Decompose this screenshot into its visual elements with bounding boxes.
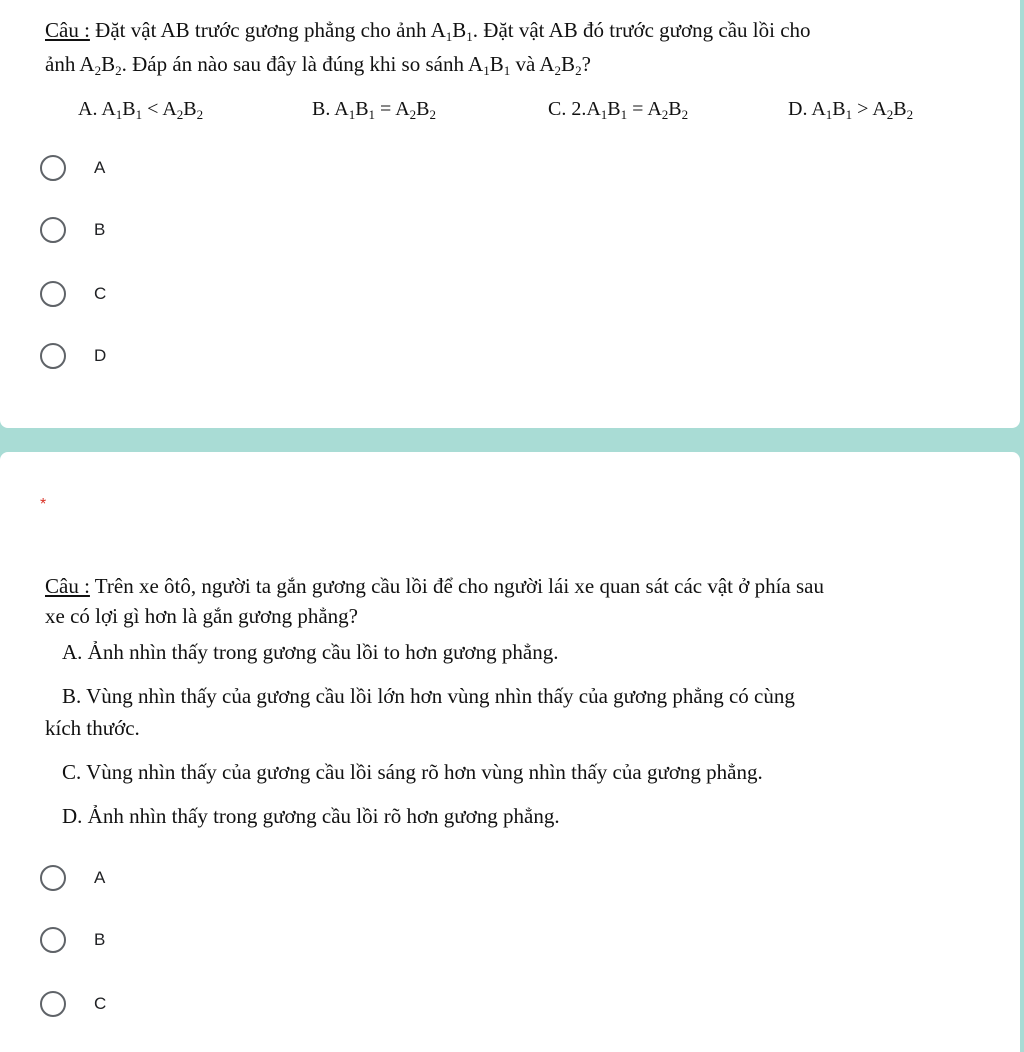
question-2-option-c: C. Vùng nhìn thấy của gương cầu lồi sáng rõ hơn vùng nhìn thấy của gương phẳng. <box>62 760 763 784</box>
question-1-text-line-2 <box>45 52 591 83</box>
text-segment: Đặt vật AB trước gương phẳng cho ảnh A <box>89 18 446 42</box>
question-1-option-d <box>788 98 913 123</box>
subscript: 1 <box>845 107 853 122</box>
question-1-option-b <box>312 98 436 123</box>
question-1-option-c <box>548 98 688 123</box>
required-asterisk: * <box>40 496 47 513</box>
text-segment: B <box>416 98 430 120</box>
subscript: 1 <box>348 107 356 122</box>
subscript: 2 <box>661 107 669 122</box>
question-card-2 <box>0 452 1020 1052</box>
radio-button[interactable] <box>40 281 66 307</box>
subscript: 1 <box>600 107 608 122</box>
radio-button[interactable] <box>40 217 66 243</box>
text-segment: B <box>452 18 467 42</box>
text-segment: < A <box>142 98 177 120</box>
text-segment: . Đặt vật AB đó trước gương cầu lồi cho <box>472 18 811 42</box>
q1-choice-a[interactable] <box>40 152 105 184</box>
question-1-text-line-1 <box>45 18 811 49</box>
subscript: 1 <box>135 107 143 122</box>
question-2-prefix: Câu : <box>45 574 90 598</box>
subscript: 2 <box>681 107 689 122</box>
choice-label: C <box>94 994 107 1013</box>
text-segment: = A <box>375 98 410 120</box>
text-segment: B. A <box>312 98 349 120</box>
subscript: 2 <box>409 107 417 122</box>
subscript: 2 <box>196 107 204 122</box>
question-2-option-b-line-2: kích thước. <box>45 716 140 740</box>
text-segment: . Đáp án nào sau đây là đúng khi so sánh A <box>121 52 484 76</box>
subscript: 2 <box>554 63 562 78</box>
subscript: 1 <box>503 63 511 78</box>
subscript: 1 <box>466 29 473 44</box>
subscript: 1 <box>115 107 123 122</box>
q1-choice-c[interactable] <box>40 278 106 310</box>
text-segment: B <box>183 98 197 120</box>
text-segment: C. 2.A <box>548 98 601 120</box>
question-card-1 <box>0 0 1020 428</box>
text-segment: ? <box>581 52 591 76</box>
text-segment: B <box>832 98 846 120</box>
text-segment: B <box>489 52 504 76</box>
subscript: 2 <box>886 107 894 122</box>
text-segment: B <box>668 98 682 120</box>
q2-choice-c[interactable] <box>40 988 106 1020</box>
subscript: 1 <box>825 107 833 122</box>
subscript: 2 <box>429 107 436 122</box>
radio-button[interactable] <box>40 927 66 953</box>
subscript: 2 <box>906 107 914 122</box>
question-1-prefix: Câu : <box>45 18 90 42</box>
subscript: 2 <box>94 63 102 78</box>
question-2-text-line-2: xe có lợi gì hơn là gắn gương phẳng? <box>45 604 358 628</box>
question-1-option-a <box>78 98 203 123</box>
text-segment: B <box>607 98 621 120</box>
text-segment: B <box>101 52 116 76</box>
text-segment: D. A <box>788 98 826 120</box>
text-segment: B <box>355 98 369 120</box>
choice-label: D <box>94 346 107 365</box>
text-segment: Trên xe ôtô, người ta gắn gương cầu lồi để cho người lái xe quan sát các vật ở phía sau <box>89 574 824 598</box>
subscript: 2 <box>115 63 122 78</box>
question-2-option-d: D. Ảnh nhìn thấy trong gương cầu lồi rõ hơn gương phẳng. <box>62 804 560 828</box>
subscript: 1 <box>445 29 453 44</box>
question-2-option-b-line-1: B. Vùng nhìn thấy của gương cầu lồi lớn hơn vùng nhìn thấy của gương phẳng có cùng <box>62 684 795 708</box>
radio-button[interactable] <box>40 865 66 891</box>
choice-label: C <box>94 284 107 303</box>
radio-button[interactable] <box>40 155 66 181</box>
choice-label: B <box>94 220 106 239</box>
text-segment: A. A <box>78 98 116 120</box>
question-2-text-line-1 <box>45 574 824 598</box>
text-segment: ảnh A <box>45 52 95 76</box>
text-segment: và A <box>510 52 555 76</box>
subscript: 1 <box>483 63 490 78</box>
subscript: 1 <box>620 107 628 122</box>
subscript: 2 <box>575 63 582 78</box>
text-segment: = A <box>627 98 662 120</box>
text-segment: B <box>893 98 907 120</box>
q1-choice-b[interactable] <box>40 214 105 246</box>
subscript: 1 <box>368 107 376 122</box>
q2-choice-a[interactable] <box>40 862 105 894</box>
subscript: 2 <box>176 107 184 122</box>
radio-button[interactable] <box>40 343 66 369</box>
q1-choice-d[interactable] <box>40 340 106 372</box>
text-segment: B <box>561 52 576 76</box>
radio-button[interactable] <box>40 991 66 1017</box>
text-segment: > A <box>852 98 887 120</box>
question-2-option-a: A. Ảnh nhìn thấy trong gương cầu lồi to hơn gương phẳng. <box>62 640 559 664</box>
choice-label: A <box>94 158 106 177</box>
choice-label: B <box>94 930 106 949</box>
q2-choice-b[interactable] <box>40 924 105 956</box>
text-segment: B <box>122 98 136 120</box>
choice-label: A <box>94 868 106 887</box>
